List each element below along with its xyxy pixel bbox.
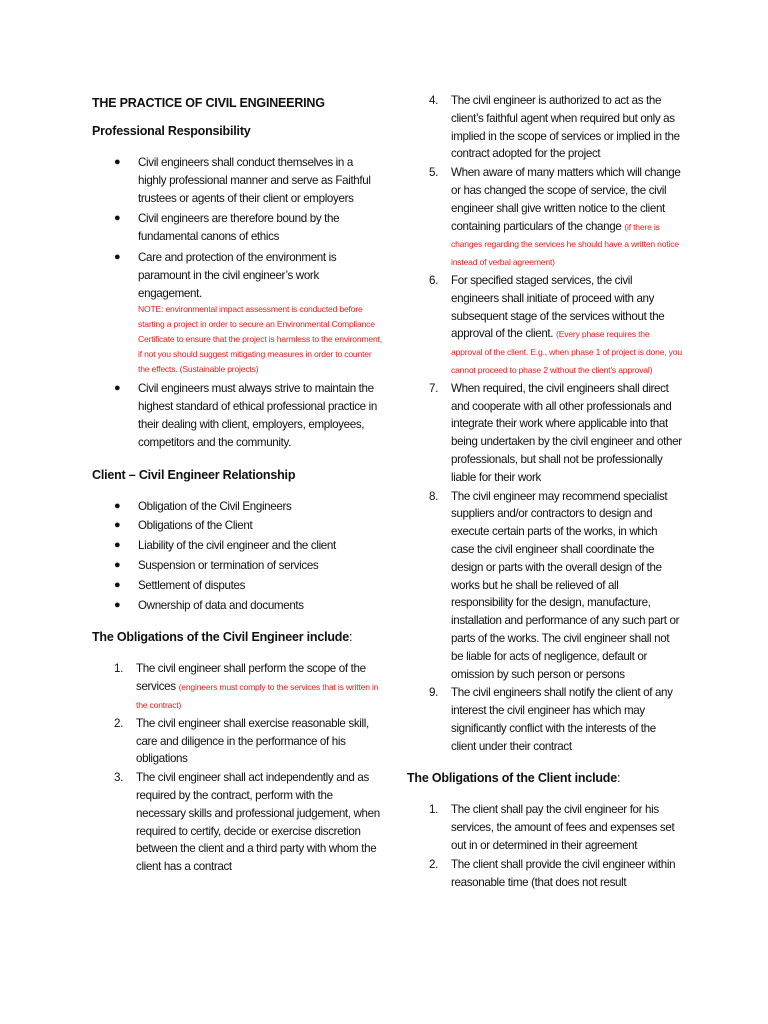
- professional-responsibility-list: [92, 154, 382, 452]
- list-item: [92, 660, 382, 713]
- bullet-icon: ●: [114, 212, 121, 225]
- item-text: Suspension or termination of services: [138, 558, 319, 572]
- list-item: [407, 488, 682, 684]
- item-text: The civil engineer is authorized to act as the client’s faithful agent when required but only as implied in the scope of services or implied in the contract adopted for the project: [451, 94, 680, 161]
- list-item: [407, 92, 682, 163]
- item-number: 6.: [429, 273, 438, 287]
- item-text: Liability of the civil engineer and the client: [138, 539, 336, 553]
- item-text: The civil engineer shall act independently and as required by the contract, perform with the necessary skills and professional judgement, when required to certify, decide or exercise discretion between the client and a third party with whom the client has a contract: [136, 771, 380, 874]
- list-item: [92, 210, 382, 246]
- item-text: For specified staged services, the civil engineers shall initiate of proceed with any subsequent stage of the services without the approval of the client.: [451, 273, 665, 341]
- item-text: Settlement of disputes: [138, 578, 246, 592]
- list-item: [407, 684, 682, 755]
- item-text: Civil engineers are therefore bound by the fundamental canons of ethics: [138, 212, 340, 244]
- right-column: [407, 92, 682, 907]
- item-text: Civil engineers shall conduct themselves in a highly professional manner and serve as Faithful trustees or agents of their client or employers: [138, 156, 371, 205]
- list-item: [407, 164, 682, 271]
- bullet-icon: ●: [114, 156, 121, 168]
- list-item: [407, 380, 682, 487]
- list-item: [92, 577, 382, 595]
- bullet-icon: ●: [114, 519, 121, 532]
- list-item: [92, 154, 382, 207]
- item-text: When aware of many matters which will change or has changed the scope of service, the civil engineer shall give written notice to the client containing particulars of the change: [451, 166, 681, 233]
- engineer-obligations-list: [92, 660, 382, 876]
- item-number: 5.: [429, 166, 438, 180]
- heading-text: The Obligations of the Client include: [407, 771, 617, 786]
- heading-professional-responsibility: Professional Responsibility: [92, 124, 251, 138]
- list-item: [92, 380, 382, 451]
- list-item: [407, 801, 682, 854]
- bullet-icon: ●: [114, 382, 121, 395]
- item-text: Obligations of the Client: [138, 519, 253, 533]
- item-text: The civil engineer may recommend specialist suppliers and/or contractors to design and execute certain parts of the works, in which case the civil engineer shall coordinate the design or parts with the overall design of the works but he shall be relieved of all responsibility for the design, manufacture, installation and performance of any such part or parts of the works. The civil engineer shall not be liable for acts of negligence, default or omission by such person or persons: [451, 489, 680, 681]
- heading-colon: :: [349, 630, 353, 645]
- item-text: When required, the civil engineers shall direct and cooperate with all other professionals and integrate their work where applicable into that being undertaken by the civil engineer and other professionals, but shall not be professionally liable for their work: [451, 381, 682, 484]
- item-note: (Every phase requires the approval of the client. E.g., when phase 1 of project is done, you cannot proceed to phase 2 without the client’s approval): [451, 329, 682, 375]
- list-item: [92, 769, 382, 876]
- item-text: Care and protection of the environment is paramount in the civil engineer’s work engagement.: [138, 250, 337, 300]
- item-number: 9.: [429, 686, 438, 700]
- item-text: Ownership of data and documents: [138, 598, 304, 612]
- document-title: THE PRACTICE OF CIVIL ENGINEERING: [92, 96, 325, 110]
- item-text: The civil engineers shall notify the client of any interest the civil engineer has which may significantly conflict with the interests of the client under their contract: [451, 686, 673, 753]
- bullet-icon: ●: [114, 578, 121, 591]
- item-text: The civil engineer shall perform the scope of the services: [136, 662, 366, 694]
- list-item: [92, 537, 382, 555]
- item-text: Obligation of the Civil Engineers: [138, 499, 292, 513]
- list-item: [92, 517, 382, 535]
- bullet-icon: ●: [114, 558, 121, 571]
- item-number: 8.: [429, 489, 438, 503]
- list-item: [407, 272, 682, 379]
- left-column: [92, 90, 382, 892]
- heading-client-obligations: [407, 771, 682, 785]
- heading-client-relationship: Client – Civil Engineer Relationship: [92, 467, 296, 482]
- list-item: [92, 249, 382, 377]
- item-text: Civil engineers must always strive to maintain the highest standard of ethical professional practice in their dealing with client, employers, employees, competitors and the community.: [138, 382, 377, 449]
- item-number: 1.: [114, 662, 123, 676]
- heading-text: The Obligations of the Civil Engineer include: [92, 630, 349, 645]
- item-number: 2.: [429, 857, 438, 871]
- list-item: [407, 856, 682, 892]
- item-text: The client shall provide the civil engineer within reasonable time (that does not result: [451, 857, 676, 889]
- engineer-obligations-list-continued: [407, 92, 682, 755]
- bullet-icon: ●: [114, 598, 121, 611]
- heading-engineer-obligations: [92, 630, 382, 644]
- list-item: [92, 597, 382, 615]
- bullet-icon: ●: [114, 539, 121, 552]
- item-text: The client shall pay the civil engineer for his services, the amount of fees and expenses set out in or determined in their agreement: [451, 803, 675, 853]
- item-number: 2.: [114, 716, 123, 730]
- item-number: 7.: [429, 381, 438, 395]
- item-number: 4.: [429, 94, 438, 107]
- bullet-icon: ●: [114, 499, 121, 512]
- client-obligations-list: [407, 801, 682, 891]
- list-item: [92, 715, 382, 768]
- item-note: (engineers must comply to the services that is written in the contract): [136, 682, 379, 710]
- heading-colon: :: [616, 771, 621, 786]
- list-item: [92, 498, 382, 516]
- relationship-list: [92, 498, 382, 615]
- environment-note: NOTE: environmental impact assessment is conducted before starting a project in order to secure an Environmental Compliance Certificate to ensure that the project is harmless to the environment, if not you should suggest mitigating measures in order to counter the effects. (Sustainable projects): [138, 304, 382, 375]
- bullet-icon: ●: [114, 250, 121, 263]
- item-note: (if there is changes regarding the services he should have a written notice instead of verbal agreement): [451, 221, 679, 268]
- item-number: 3.: [114, 771, 123, 785]
- item-text: The civil engineer shall exercise reasonable skill, care and diligence in the performance of his obligations: [136, 716, 369, 766]
- item-number: 1.: [429, 803, 438, 817]
- list-item: [92, 557, 382, 575]
